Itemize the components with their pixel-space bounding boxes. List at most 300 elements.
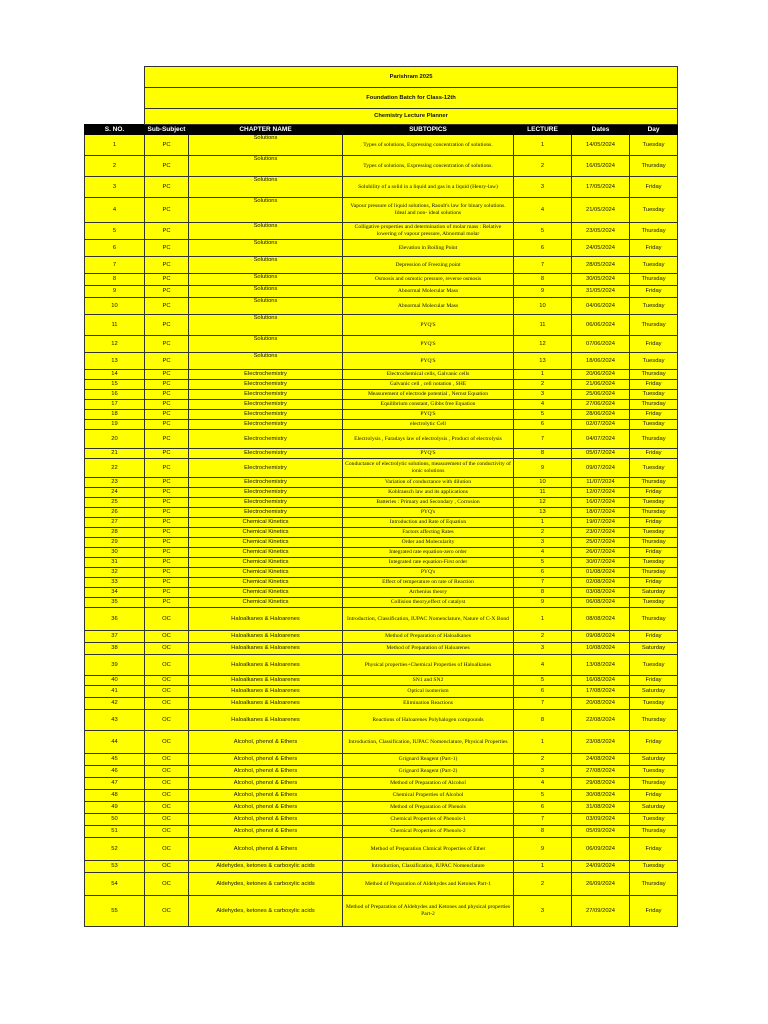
lecture-cell: 7 <box>514 698 572 710</box>
table-row <box>85 400 678 410</box>
day-cell: Thursday <box>630 478 678 488</box>
chapter-cell: Alcohol, phenol & Ethers <box>189 754 343 766</box>
chapter-cell: Electrochemistry <box>189 420 343 430</box>
date-cell: 05/07/2024 <box>572 449 630 459</box>
chapter-cell: Solutions <box>189 286 343 298</box>
lecture-cell: 7 <box>514 814 572 826</box>
chapter-cell: Electrochemistry <box>189 390 343 400</box>
subtopic-cell: Introduction and Rate of Equation <box>343 518 514 528</box>
sno-cell: 17 <box>85 400 145 410</box>
day-cell: Tuesday <box>630 698 678 710</box>
chapter-cell: Electrochemistry <box>189 459 343 478</box>
date-cell: 30/07/2024 <box>572 558 630 568</box>
lecture-cell: 5 <box>514 676 572 686</box>
table-row <box>85 608 678 631</box>
table-row <box>85 459 678 478</box>
subtopic-cell: Method of Preparation of Haloalkanes <box>343 631 514 643</box>
table-row <box>85 286 678 298</box>
chapter-cell: Haloalkanes & Haloarenes <box>189 655 343 676</box>
subsubject-cell: PC <box>145 286 189 298</box>
logo-cell <box>85 67 145 125</box>
chapter-cell: Electrochemistry <box>189 498 343 508</box>
subsubject-cell: PC <box>145 449 189 459</box>
date-cell: 23/07/2024 <box>572 528 630 538</box>
subtopic-cell: SN1 and SN2 <box>343 676 514 686</box>
chapter-cell: Alcohol, phenol & Ethers <box>189 766 343 778</box>
day-cell: Friday <box>630 449 678 459</box>
lecture-cell: 8 <box>514 449 572 459</box>
chapter-cell: Electrochemistry <box>189 449 343 459</box>
subsubject-cell: PC <box>145 156 189 177</box>
lecture-cell: 10 <box>514 298 572 315</box>
subsubject-cell: PC <box>145 420 189 430</box>
subtopic-cell: Effect of temperature on rate of Reaction <box>343 578 514 588</box>
table-row <box>85 558 678 568</box>
subtopic-cell: Reactions of Haloarenes Polyhalogen compounds <box>343 710 514 731</box>
chapter-cell: Chemical Kinetics <box>189 588 343 598</box>
table-row <box>85 353 678 370</box>
lecture-cell: 1 <box>514 608 572 631</box>
chapter-cell: Solutions <box>189 156 343 177</box>
sno-cell: 2 <box>85 156 145 177</box>
subsubject-cell: PC <box>145 274 189 286</box>
table-row <box>85 240 678 257</box>
day-cell: Friday <box>630 676 678 686</box>
date-cell: 21/06/2024 <box>572 380 630 390</box>
day-cell: Thursday <box>630 430 678 449</box>
day-cell: Thursday <box>630 508 678 518</box>
chapter-cell: Chemical Kinetics <box>189 558 343 568</box>
table-row <box>85 156 678 177</box>
date-cell: 06/06/2024 <box>572 315 630 336</box>
day-cell: Tuesday <box>630 135 678 156</box>
lecture-cell: 8 <box>514 588 572 598</box>
sno-cell: 3 <box>85 177 145 198</box>
subtopic-cell: Solubility of a solid in a liquid and gas in a liquid (Henry-law) <box>343 177 514 198</box>
subtopic-cell: PYQ'S <box>343 315 514 336</box>
lecture-cell: 2 <box>514 873 572 896</box>
sno-cell: 43 <box>85 710 145 731</box>
lecture-cell: 2 <box>514 631 572 643</box>
subtopic-cell: PYQ'S <box>343 410 514 420</box>
date-cell: 24/08/2024 <box>572 754 630 766</box>
subtopic-cell: Collision theory,effect of catalyst <box>343 598 514 608</box>
date-cell: 28/06/2024 <box>572 410 630 420</box>
table-row <box>85 643 678 655</box>
subtopic-cell: Types of solutions, Expressing concentration of solutions. <box>343 156 514 177</box>
table-row <box>85 518 678 528</box>
subtopic-cell: Variation of conductance with dilution <box>343 478 514 488</box>
subtopic-cell: Physical properties+Chemical Properties of Haloalkanes <box>343 655 514 676</box>
chapter-cell: Electrochemistry <box>189 370 343 380</box>
chapter-cell: Chemical Kinetics <box>189 548 343 558</box>
chapter-cell: Solutions <box>189 315 343 336</box>
chapter-cell: Chemical Kinetics <box>189 518 343 528</box>
day-cell: Tuesday <box>630 459 678 478</box>
chapter-cell: Alcohol, phenol & Ethers <box>189 814 343 826</box>
subsubject-cell: PC <box>145 380 189 390</box>
day-cell: Thursday <box>630 608 678 631</box>
table-row <box>85 790 678 802</box>
chapter-cell: Haloalkanes & Haloarenes <box>189 698 343 710</box>
lecture-cell: 12 <box>514 498 572 508</box>
date-cell: 06/08/2024 <box>572 598 630 608</box>
subsubject-cell: PC <box>145 240 189 257</box>
chapter-cell: Electrochemistry <box>189 410 343 420</box>
table-row <box>85 135 678 156</box>
lecture-cell: 5 <box>514 223 572 240</box>
table-row <box>85 655 678 676</box>
lecture-cell: 12 <box>514 336 572 353</box>
chapter-cell: Electrochemistry <box>189 508 343 518</box>
day-cell: Friday <box>630 488 678 498</box>
date-cell: 22/08/2024 <box>572 710 630 731</box>
lecture-cell: 10 <box>514 478 572 488</box>
lecture-cell: 2 <box>514 528 572 538</box>
sno-cell: 14 <box>85 370 145 380</box>
subsubject-cell: OC <box>145 861 189 873</box>
sno-cell: 49 <box>85 802 145 814</box>
table-row <box>85 710 678 731</box>
date-cell: 31/08/2024 <box>572 802 630 814</box>
day-cell: Thursday <box>630 568 678 578</box>
day-cell: Thursday <box>630 538 678 548</box>
day-cell: Thursday <box>630 156 678 177</box>
date-cell: 04/06/2024 <box>572 298 630 315</box>
subsubject-cell: OC <box>145 686 189 698</box>
subsubject-cell: PC <box>145 353 189 370</box>
chapter-cell: Haloalkanes & Haloarenes <box>189 631 343 643</box>
chapter-cell: Haloalkanes & Haloarenes <box>189 608 343 631</box>
chapter-cell: Alcohol, phenol & Ethers <box>189 790 343 802</box>
date-cell: 07/06/2024 <box>572 336 630 353</box>
table-row <box>85 449 678 459</box>
subsubject-cell: OC <box>145 631 189 643</box>
chapter-cell: Haloalkanes & Haloarenes <box>189 643 343 655</box>
sno-cell: 38 <box>85 643 145 655</box>
column-header-row <box>85 125 678 135</box>
day-cell: Friday <box>630 838 678 861</box>
date-cell: 25/07/2024 <box>572 538 630 548</box>
table-row <box>85 315 678 336</box>
subsubject-cell: PC <box>145 135 189 156</box>
day-cell: Friday <box>630 177 678 198</box>
lecture-cell: 7 <box>514 430 572 449</box>
table-row <box>85 873 678 896</box>
chapter-cell: Alcohol, phenol & Ethers <box>189 802 343 814</box>
chapter-cell: Aldehydes, ketones & carboxylic acids <box>189 861 343 873</box>
day-cell: Tuesday <box>630 861 678 873</box>
chapter-cell: Electrochemistry <box>189 488 343 498</box>
subsubject-cell: PC <box>145 410 189 420</box>
date-cell: 09/08/2024 <box>572 631 630 643</box>
lecture-cell: 1 <box>514 370 572 380</box>
table-row <box>85 370 678 380</box>
subsubject-cell: OC <box>145 643 189 655</box>
day-cell: Friday <box>630 578 678 588</box>
col-header-subtopics: SUBTOPICS <box>343 125 514 135</box>
day-cell: Friday <box>630 240 678 257</box>
sno-cell: 33 <box>85 578 145 588</box>
date-cell: 10/08/2024 <box>572 643 630 655</box>
day-cell: Friday <box>630 896 678 927</box>
table-row <box>85 548 678 558</box>
subsubject-cell: PC <box>145 478 189 488</box>
sno-cell: 6 <box>85 240 145 257</box>
day-cell: Thursday <box>630 274 678 286</box>
lecture-cell: 11 <box>514 488 572 498</box>
sno-cell: 28 <box>85 528 145 538</box>
chapter-cell: Solutions <box>189 353 343 370</box>
date-cell: 18/06/2024 <box>572 353 630 370</box>
chapter-cell: Solutions <box>189 336 343 353</box>
table-row <box>85 578 678 588</box>
table-row <box>85 588 678 598</box>
subtopic-cell: Integrated rate equation-zero order <box>343 548 514 558</box>
subtopic-cell: Grignard Reagent (Part-2) <box>343 766 514 778</box>
subtopic-cell: Colligative properties and determination of molar mass : Relative lowering of vapour pressure, Abnormal molar <box>343 223 514 240</box>
sno-cell: 42 <box>85 698 145 710</box>
table-row <box>85 861 678 873</box>
lecture-cell: 13 <box>514 508 572 518</box>
subtopic-cell: Vapour pressure of liquid solutions, Raoult's law for binary solutions. Ideal and non- ideal solutions <box>343 198 514 223</box>
lecture-cell: 1 <box>514 518 572 528</box>
sno-cell: 40 <box>85 676 145 686</box>
lecture-cell: 6 <box>514 420 572 430</box>
sno-cell: 37 <box>85 631 145 643</box>
subtopic-cell: Types of solutions, Expressing concentration of solutions. <box>343 135 514 156</box>
lecture-cell: 9 <box>514 459 572 478</box>
day-cell: Tuesday <box>630 390 678 400</box>
chapter-cell: Chemical Kinetics <box>189 568 343 578</box>
col-header-dates: Dates <box>572 125 630 135</box>
lecture-cell: 5 <box>514 410 572 420</box>
chapter-cell: Aldehydes, ketones & carboxylic acids <box>189 873 343 896</box>
date-cell: 12/07/2024 <box>572 488 630 498</box>
chapter-cell: Chemical Kinetics <box>189 528 343 538</box>
lecture-planner-table <box>84 66 678 927</box>
date-cell: 01/08/2024 <box>572 568 630 578</box>
table-row <box>85 598 678 608</box>
day-cell: Tuesday <box>630 257 678 274</box>
table-row <box>85 257 678 274</box>
subtopic-cell: Galvanic cell , cell notation , SHE <box>343 380 514 390</box>
chapter-cell: Solutions <box>189 298 343 315</box>
sno-cell: 11 <box>85 315 145 336</box>
chapter-cell: Chemical Kinetics <box>189 578 343 588</box>
subsubject-cell: OC <box>145 814 189 826</box>
table-row <box>85 420 678 430</box>
day-cell: Thursday <box>630 778 678 790</box>
date-cell: 23/05/2024 <box>572 223 630 240</box>
sno-cell: 34 <box>85 588 145 598</box>
table-row <box>85 528 678 538</box>
day-cell: Tuesday <box>630 198 678 223</box>
day-cell: Thursday <box>630 370 678 380</box>
date-cell: 27/06/2024 <box>572 400 630 410</box>
table-row <box>85 778 678 790</box>
subtopic-cell: Chemical Properties of Phenols-2 <box>343 826 514 838</box>
subsubject-cell: OC <box>145 655 189 676</box>
day-cell: Thursday <box>630 315 678 336</box>
table-row <box>85 814 678 826</box>
lecture-cell: 6 <box>514 686 572 698</box>
sno-cell: 50 <box>85 814 145 826</box>
sno-cell: 35 <box>85 598 145 608</box>
subtopic-cell: Method of Preparation of Aldehydes and Ketones and physical properties Part-2 <box>343 896 514 927</box>
chapter-cell: Solutions <box>189 257 343 274</box>
table-row <box>85 731 678 754</box>
day-cell: Friday <box>630 286 678 298</box>
subsubject-cell: PC <box>145 588 189 598</box>
date-cell: 26/07/2024 <box>572 548 630 558</box>
sno-cell: 54 <box>85 873 145 896</box>
subtopic-cell: Method of Preparation of Phenols <box>343 802 514 814</box>
sno-cell: 10 <box>85 298 145 315</box>
sno-cell: 7 <box>85 257 145 274</box>
subsubject-cell: OC <box>145 826 189 838</box>
lecture-cell: 2 <box>514 156 572 177</box>
date-cell: 02/08/2024 <box>572 578 630 588</box>
date-cell: 30/08/2024 <box>572 790 630 802</box>
chapter-cell: Chemical Kinetics <box>189 598 343 608</box>
chapter-cell: Chemical Kinetics <box>189 538 343 548</box>
sno-cell: 36 <box>85 608 145 631</box>
subtopic-cell: Chemical Properties of Phenols-1 <box>343 814 514 826</box>
date-cell: 11/07/2024 <box>572 478 630 488</box>
subsubject-cell: OC <box>145 766 189 778</box>
chapter-cell: Haloalkanes & Haloarenes <box>189 686 343 698</box>
subtopic-cell: Order and Molecularity <box>343 538 514 548</box>
subtopic-cell: Depression of Freezing point <box>343 257 514 274</box>
day-cell: Friday <box>630 336 678 353</box>
subsubject-cell: PC <box>145 257 189 274</box>
table-row <box>85 274 678 286</box>
date-cell: 27/09/2024 <box>572 896 630 927</box>
subtopic-cell: Arrhenius theory <box>343 588 514 598</box>
sno-cell: 30 <box>85 548 145 558</box>
day-cell: Tuesday <box>630 598 678 608</box>
subsubject-cell: PC <box>145 538 189 548</box>
date-cell: 25/06/2024 <box>572 390 630 400</box>
lecture-cell: 2 <box>514 754 572 766</box>
subtopic-cell: Method of Preparation of Alcohol <box>343 778 514 790</box>
col-header-sno: S. NO. <box>85 125 145 135</box>
subsubject-cell: OC <box>145 676 189 686</box>
table-row <box>85 631 678 643</box>
chapter-cell: Electrochemistry <box>189 430 343 449</box>
subtopic-cell: Introduction, Classification, IUPAC Nomenclature, Physical Properties <box>343 731 514 754</box>
lecture-cell: 6 <box>514 568 572 578</box>
subtopic-cell: Abnormal Molecular Mass <box>343 286 514 298</box>
subtopic-cell: Introduction, Classification, IUPAC Nomenclature, Nature of C-X Bond <box>343 608 514 631</box>
day-cell: Thursday <box>630 400 678 410</box>
chapter-cell: Alcohol, phenol & Ethers <box>189 826 343 838</box>
table-row <box>85 766 678 778</box>
planner-title: Parishram 2025 <box>145 67 678 88</box>
day-cell: Saturday <box>630 686 678 698</box>
date-cell: 02/07/2024 <box>572 420 630 430</box>
subsubject-cell: PC <box>145 336 189 353</box>
subsubject-cell: PC <box>145 528 189 538</box>
subtopic-cell: Osmosis and osmotic pressure, reverse osmosis <box>343 274 514 286</box>
subtopic-cell: Electrolysis , Faradays law of electrolysis , Product of electrolysis <box>343 430 514 449</box>
chapter-cell: Electrochemistry <box>189 380 343 390</box>
subsubject-cell: OC <box>145 790 189 802</box>
chapter-cell: Electrochemistry <box>189 478 343 488</box>
date-cell: 29/08/2024 <box>572 778 630 790</box>
date-cell: 16/07/2024 <box>572 498 630 508</box>
subsubject-cell: PC <box>145 518 189 528</box>
day-cell: Tuesday <box>630 298 678 315</box>
sno-cell: 41 <box>85 686 145 698</box>
subtopic-cell: Integrated rate equation-First order <box>343 558 514 568</box>
lecture-cell: 3 <box>514 177 572 198</box>
table-row <box>85 410 678 420</box>
sno-cell: 46 <box>85 766 145 778</box>
table-row <box>85 826 678 838</box>
date-cell: 06/09/2024 <box>572 838 630 861</box>
table-row <box>85 568 678 578</box>
sno-cell: 39 <box>85 655 145 676</box>
date-cell: 30/05/2024 <box>572 274 630 286</box>
chapter-cell: Alcohol, phenol & Ethers <box>189 778 343 790</box>
day-cell: Friday <box>630 548 678 558</box>
sno-cell: 27 <box>85 518 145 528</box>
subtopic-cell: Electrochemical cells, Galvanic cells <box>343 370 514 380</box>
table-row <box>85 430 678 449</box>
chapter-cell: Solutions <box>189 135 343 156</box>
lecture-cell: 7 <box>514 257 572 274</box>
day-cell: Tuesday <box>630 353 678 370</box>
sno-cell: 51 <box>85 826 145 838</box>
lecture-cell: 9 <box>514 286 572 298</box>
subsubject-cell: PC <box>145 198 189 223</box>
chapter-cell: Haloalkanes & Haloarenes <box>189 676 343 686</box>
subsubject-cell: PC <box>145 558 189 568</box>
subtopic-cell: Batteries : Primary and Secondary , Corrosion <box>343 498 514 508</box>
day-cell: Saturday <box>630 754 678 766</box>
date-cell: 09/07/2024 <box>572 459 630 478</box>
lecture-cell: 8 <box>514 710 572 731</box>
col-header-day: Day <box>630 125 678 135</box>
table-row <box>85 177 678 198</box>
table-row <box>85 298 678 315</box>
lecture-cell: 13 <box>514 353 572 370</box>
chapter-cell: Alcohol, phenol & Ethers <box>189 731 343 754</box>
lecture-cell: 8 <box>514 274 572 286</box>
table-row <box>85 538 678 548</box>
subsubject-cell: OC <box>145 778 189 790</box>
lecture-cell: 7 <box>514 578 572 588</box>
date-cell: 05/09/2024 <box>572 826 630 838</box>
day-cell: Thursday <box>630 873 678 896</box>
sno-cell: 18 <box>85 410 145 420</box>
subtopic-cell: electrolytic Cell <box>343 420 514 430</box>
table-row <box>85 336 678 353</box>
sno-cell: 29 <box>85 538 145 548</box>
date-cell: 18/07/2024 <box>572 508 630 518</box>
lecture-cell: 3 <box>514 538 572 548</box>
date-cell: 24/05/2024 <box>572 240 630 257</box>
table-row <box>85 498 678 508</box>
subsubject-cell: OC <box>145 608 189 631</box>
sno-cell: 23 <box>85 478 145 488</box>
subtopic-cell: PYQ's <box>343 508 514 518</box>
sno-cell: 20 <box>85 430 145 449</box>
subtopic-cell: Introduction, Classification, IUPAC Nomenclature <box>343 861 514 873</box>
sno-cell: 21 <box>85 449 145 459</box>
